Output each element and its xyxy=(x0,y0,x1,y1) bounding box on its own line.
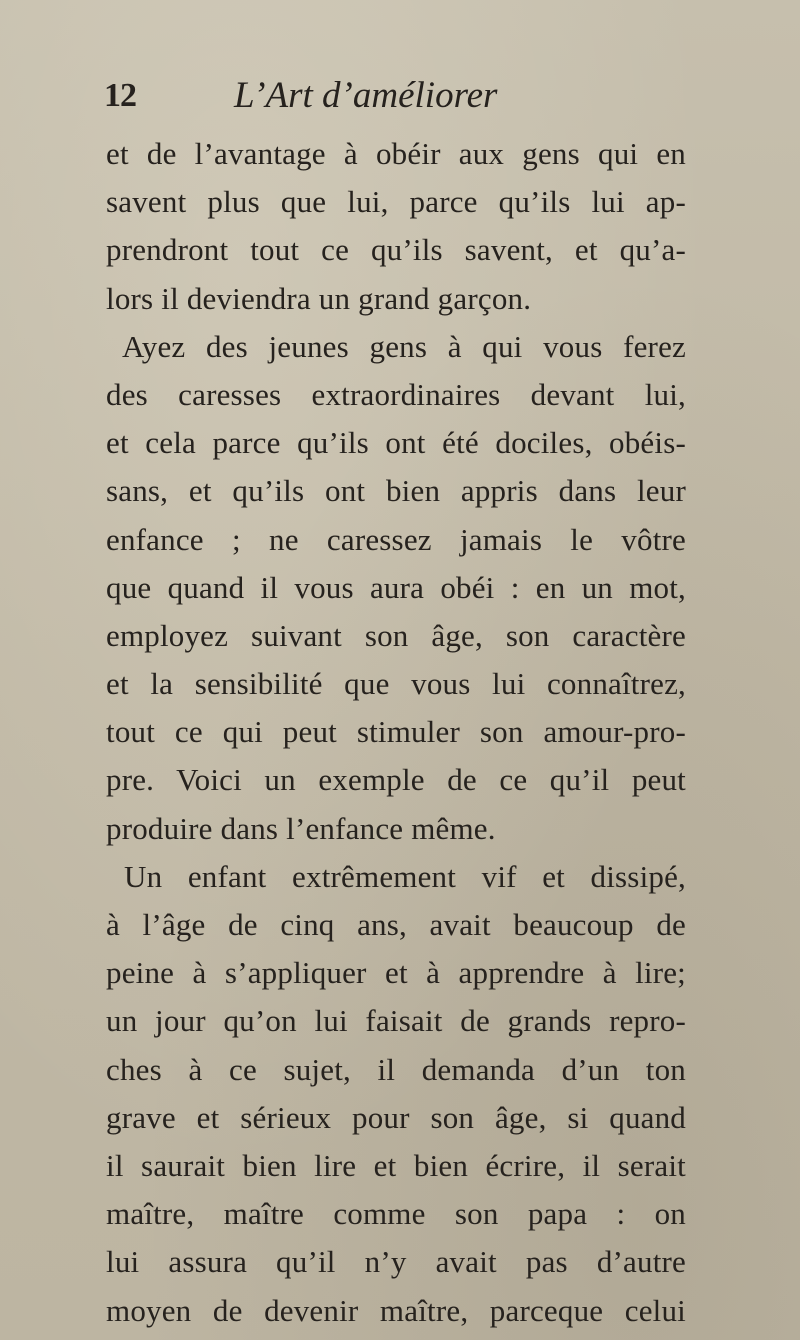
page-number: 12 xyxy=(104,77,136,114)
text-line: lors il deviendra un grand garçon. xyxy=(106,280,532,316)
text-line: tout ce qui peut stimuler son amour-pro- xyxy=(106,714,686,750)
text-line: grave et sérieux pour son âge, si quand xyxy=(106,1099,686,1135)
text-line: il saurait bien lire et bien écrire, il serait xyxy=(106,1147,686,1183)
text-line: un jour qu’on lui faisait de grands repro- xyxy=(106,1003,686,1039)
text-line: Ayez des jeunes gens à qui vous ferez xyxy=(122,328,686,364)
text-line: Un enfant extrêmement vif et dissipé, xyxy=(124,858,686,894)
text-line: pre. Voici un exemple de ce qu’il peut xyxy=(106,762,686,798)
text-line: savent plus que lui, parce qu’ils lui ap- xyxy=(106,184,686,220)
text-line: sans, et qu’ils ont bien appris dans leur xyxy=(106,473,686,509)
text-line: peine à s’appliquer et à apprendre à lire; xyxy=(106,955,686,991)
text-line: que quand il vous aura obéi : en un mot, xyxy=(106,569,686,605)
text-line: maître, maître comme son papa : on xyxy=(106,1196,686,1232)
text-line: et la sensibilité que vous lui connaîtrez, xyxy=(106,666,686,702)
running-head-title: L’Art d’améliorer xyxy=(234,75,498,116)
text-line: ches à ce sujet, il demanda d’un ton xyxy=(106,1051,686,1087)
text-line: et cela parce qu’ils ont été dociles, obéis- xyxy=(106,425,686,461)
text-line: et de l’avantage à obéir aux gens qui en xyxy=(106,136,686,171)
text-line: moyen de devenir maître, parceque celui xyxy=(106,1292,686,1328)
running-head xyxy=(104,76,704,116)
text-line: produire dans l’enfance même. xyxy=(106,810,496,846)
text-line: lui assura qu’il n’y avait pas d’autre xyxy=(106,1244,686,1280)
text-line: des caresses extraordinaires devant lui, xyxy=(106,376,686,412)
text-line: à l’âge de cinq ans, avait beaucoup de xyxy=(106,907,686,942)
text-line: prendront tout ce qu’ils savent, et qu’a- xyxy=(106,232,686,268)
body-text xyxy=(106,130,686,1335)
text-line: enfance ; ne caressez jamais le vôtre xyxy=(106,521,686,557)
text-line: employez suivant son âge, son caractère xyxy=(106,617,686,653)
